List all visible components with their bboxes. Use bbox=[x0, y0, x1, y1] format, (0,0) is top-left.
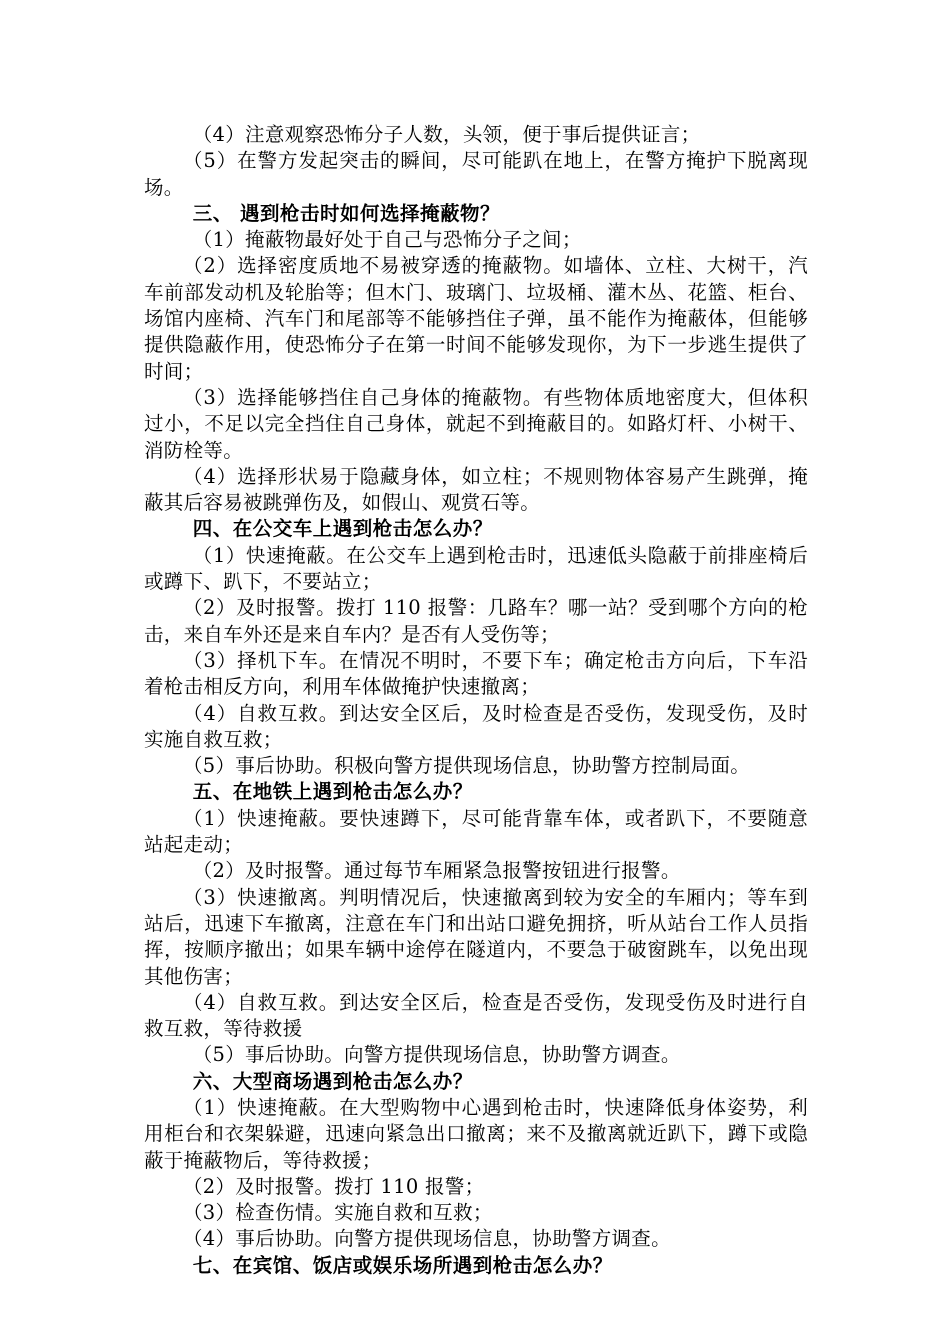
document-body bbox=[144, 122, 808, 1279]
body-paragraph: （5）在警方发起突击的瞬间，尽可能趴在地上，在警方掩护下脱离现场。 bbox=[144, 149, 808, 199]
body-paragraph: （1）快速掩蔽。要快速蹲下，尽可能背靠车体，或者趴下，不要随意站起走动； bbox=[144, 806, 808, 857]
section-heading: 四、在公交车上遇到枪击怎么办？ bbox=[192, 517, 493, 541]
body-paragraph: （4）事后协助。向警方提供现场信息，协助警方调查。 bbox=[183, 1227, 671, 1251]
section-heading: 六、大型商场遇到枪击怎么办？ bbox=[192, 1069, 473, 1093]
body-paragraph: （1）掩蔽物最好处于自己与恐怖分子之间； bbox=[192, 228, 582, 252]
body-paragraph: （5）事后协助。向警方提供现场信息，协助警方调查。 bbox=[192, 1043, 681, 1067]
body-paragraph: （2）及时报警。拨打 110 报警； bbox=[183, 1174, 485, 1198]
section-heading: 七、在宾馆、饭店或娱乐场所遇到枪击怎么办？ bbox=[192, 1253, 613, 1277]
body-paragraph: （4）注意观察恐怖分子人数，头领，便于事后提供证言； bbox=[192, 123, 701, 146]
section-heading: 五、在地铁上遇到枪击怎么办？ bbox=[192, 780, 473, 804]
body-paragraph: （3）快速撤离。判明情况后，快速撤离到较为安全的车厢内；等车到站后，迅速下车撤离，注意在车门和出站口避免拥挤，听从站台工作人员指挥，按顺序撤出；如果车辆中途停在隧道内，不要急于破窗跳车，以免出现其他伤害； bbox=[144, 885, 808, 988]
body-paragraph: （2）及时报警。拨打 110 报警：几路车？哪一站？受到哪个方向的枪击，来自车外还是来自车内？是否有人受伤等； bbox=[144, 596, 808, 646]
body-paragraph: （4）自救互救。到达安全区后，及时检查是否受伤，发现受伤，及时实施自救互救； bbox=[144, 701, 808, 751]
body-paragraph: （3）选择能够挡住自己身体的掩蔽物。有些物体质地密度大，但体积过小，不足以完全挡住自己身体，就起不到掩蔽目的。如路灯杆、小树干、消防栓等。 bbox=[144, 385, 808, 462]
body-paragraph: （2）选择密度质地不易被穿透的掩蔽物。如墙体、立柱、大树干，汽车前部发动机及轮胎等；但木门、玻璃门、垃圾桶、灌木丛、花篮、柜台、场馆内座椅、汽车门和尾部等不能够挡住子弹，虽不能作为掩蔽体，但能够提供隐蔽作用，使恐怖分子在第一时间不能够发现你，为下一步逃生提供了时间； bbox=[144, 254, 808, 383]
body-paragraph: （5）事后协助。积极向警方提供现场信息，协助警方控制局面。 bbox=[183, 754, 751, 778]
body-paragraph: （2）及时报警。通过每节车厢紧急报警按钮进行报警。 bbox=[192, 859, 681, 883]
body-paragraph: （4）选择形状易于隐藏身体，如立柱；不规则物体容易产生跳弹，掩蔽其后容易被跳弹伤及，如假山、观赏石等。 bbox=[144, 464, 808, 515]
body-paragraph: （1）快速掩蔽。在大型购物中心遇到枪击时，快速降低身体姿势，利用柜台和衣架躲避，迅速向紧急出口撤离；来不及撤离就近趴下，蹲下或隐蔽于掩蔽物后，等待救援； bbox=[144, 1095, 808, 1172]
body-paragraph: （4）自救互救。到达安全区后，检查是否受伤，发现受伤及时进行自救互救，等待救援 bbox=[144, 990, 808, 1041]
body-paragraph: （1）快速掩蔽。在公交车上遇到枪击时，迅速低头隐蔽于前排座椅后或蹲下、趴下，不要站立； bbox=[144, 543, 808, 594]
body-paragraph: （3）择机下车。在情况不明时，不要下车；确定枪击方向后，下车沿着枪击相反方向，利用车体做掩护快速撤离； bbox=[144, 648, 808, 699]
section-heading: 三、 遇到枪击时如何选择掩蔽物？ bbox=[192, 201, 501, 225]
body-paragraph: （3）检查伤情。实施自救和互救； bbox=[183, 1201, 493, 1225]
